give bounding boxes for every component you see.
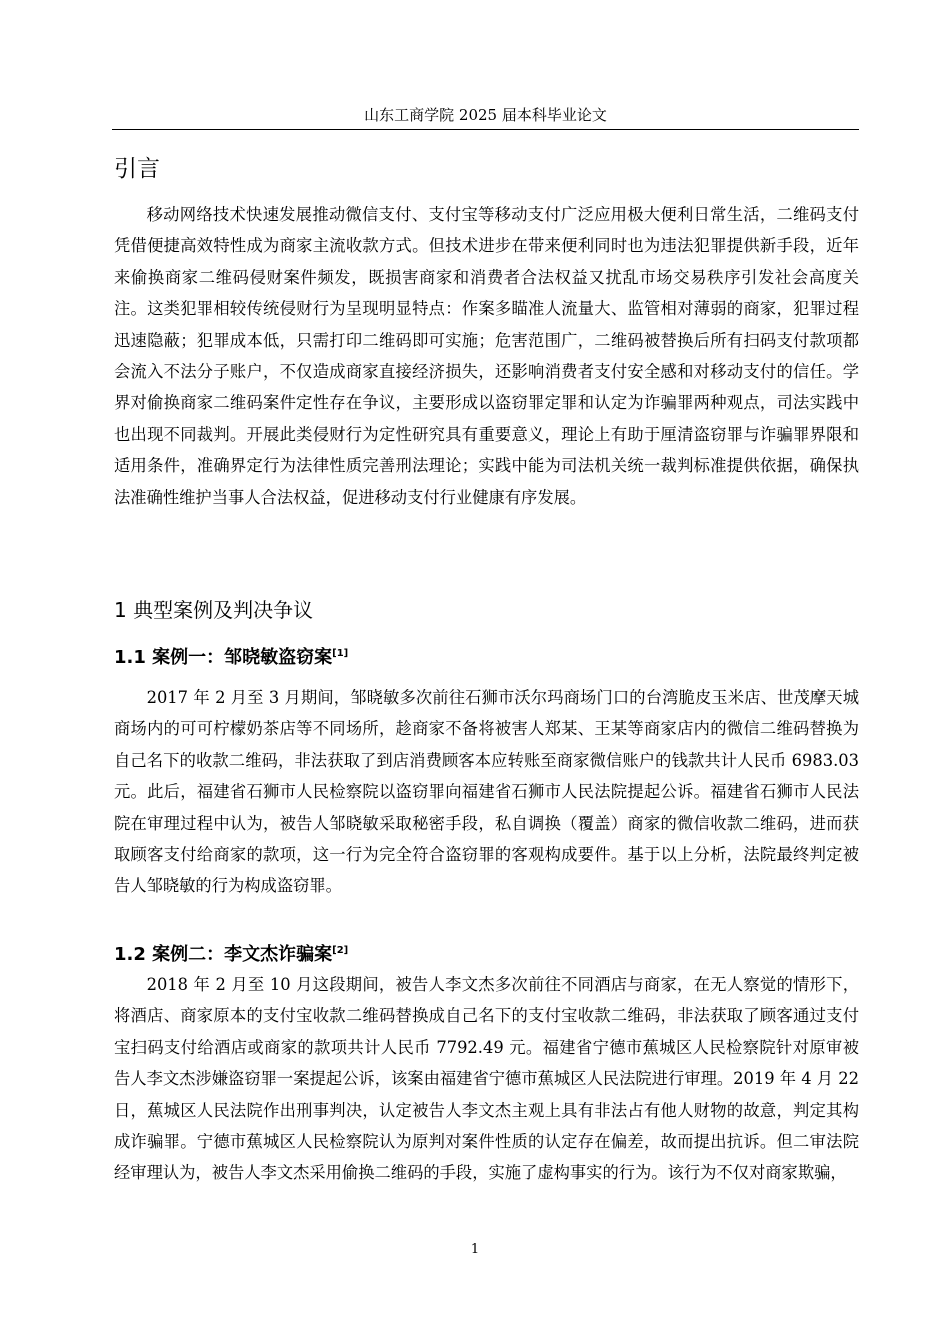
page-header: 山东工商学院 2025 届本科毕业论文	[112, 104, 859, 130]
section-1-heading: 1 典型案例及判决争议	[114, 598, 314, 622]
case-1-title: 1.1 案例一：邹晓敏盗窃案	[114, 647, 333, 668]
intro-heading: 引言	[114, 156, 160, 182]
case-2-citation[interactable]: [2]	[332, 945, 349, 956]
case-2-paragraph: 2018 年 2 月至 10 月这段期间，被告人李文杰多次前往不同酒店与商家，在无人察觉的情形下，将酒店、商家原本的支付宝收款二维码替换成自己名下的支付宝收款二维码，非法获取了顾客通过支付宝扫码支付给酒店或商家的款项共计人民币 7792.49 元。福建省宁德市蕉城区人民检察院针对原审被告人李文杰涉嫌盗窃罪一案提起公诉，该案由福建省宁德市蕉城区人民法院进行审理。2019 年 4 月 22 日，蕉城区人民法院作出刑事判决，认定被告人李文杰主观上具有非法占有他人财物的故意，判定其构成诈骗罪。宁德市蕉城区人民检察院认为原判对案件性质的认定存在偏差，故而提出抗诉。但二审法院经审理认为，被告人李文杰采用偷换二维码的手段，实施了虚构事实的行为。该行为不仅对商家欺骗，	[114, 975, 859, 1183]
intro-paragraph: 移动网络技术快速发展推动微信支付、支付宝等移动支付广泛应用极大便利日常生活，二维码支付凭借便捷高效特性成为商家主流收款方式。但技术进步在带来便利同时也为违法犯罪提供新手段，近年来偷换商家二维码侵财案件频发，既损害商家和消费者合法权益又扰乱市场交易秩序引发社会高度关注。这类犯罪相较传统侵财行为呈现明显特点：作案多瞄准人流量大、监管相对薄弱的商家，犯罪过程迅速隐蔽；犯罪成本低，只需打印二维码即可实施；危害范围广，二维码被替换后所有扫码支付款项都会流入不法分子账户，不仅造成商家直接经济损失，还影响消费者支付安全感和对移动支付的信任。学界对偷换商家二维码案件定性存在争议，主要形成以盗窃罪定罪和认定为诈骗罪两种观点，司法实践中也出现不同裁判。开展此类侵财行为定性研究具有重要意义，理论上有助于厘清盗窃罪与诈骗罪界限和适用条件，准确界定行为法律性质完善刑法理论；实践中能为司法机关统一裁判标准提供依据，确保执法准确性维护当事人合法权益，促进移动支付行业健康有序发展。	[114, 205, 859, 507]
case-2-title: 1.2 案例二：李文杰诈骗案	[114, 944, 333, 965]
case-1-citation[interactable]: [1]	[332, 648, 349, 659]
page-number: 1	[470, 1242, 480, 1257]
case-1-heading	[114, 640, 348, 672]
case-2-heading	[114, 937, 348, 969]
case-1-paragraph: 2017 年 2 月至 3 月期间，邹晓敏多次前往石狮市沃尔玛商场门口的台湾脆皮玉米店、世茂摩天城商场内的可可柠檬奶茶店等不同场所，趁商家不备将被害人郑某、王某等商家店内的微信二维码替换为自己名下的收款二维码，非法获取了到店消费顾客本应转账至商家微信账户的钱款共计人民币 6983.03 元。此后，福建省石狮市人民检察院以盗窃罪向福建省石狮市人民法院提起公诉。福建省石狮市人民法院在审理过程中认为，被告人邹晓敏采取秘密手段，私自调换（覆盖）商家的微信收款二维码，进而获取顾客支付给商家的款项，这一行为完全符合盗窃罪的客观构成要件。基于以上分析，法院最终判定被告人邹晓敏的行为构成盗窃罪。	[114, 688, 859, 896]
